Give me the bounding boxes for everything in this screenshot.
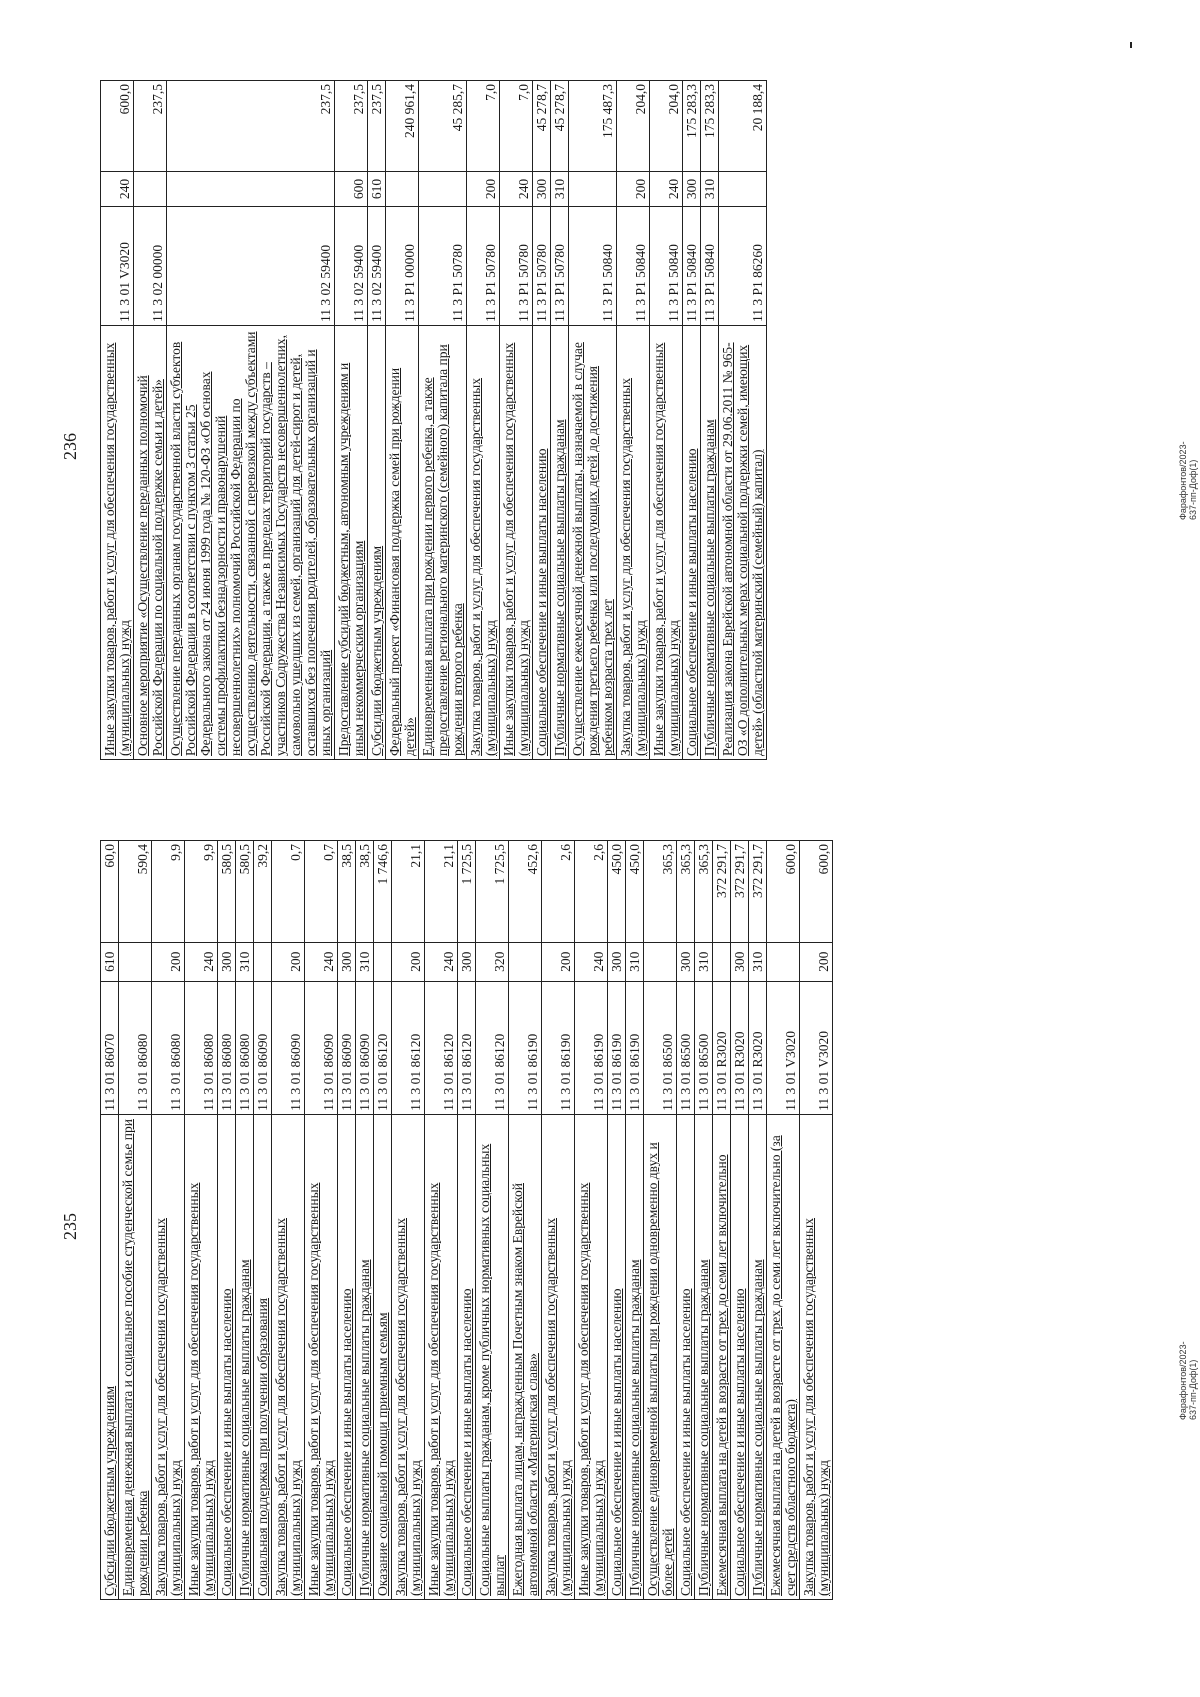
row-amount-cell: 452,6	[509, 841, 542, 943]
table-row	[731, 841, 749, 1600]
row-amount-cell: 365,3	[695, 841, 713, 943]
row-name-cell: Оказание социальной помощи приемным семьям	[374, 1114, 392, 1599]
page-236	[60, 80, 1100, 760]
row-type-cell: 240	[101, 172, 134, 207]
table-row	[683, 81, 701, 760]
table-row	[533, 81, 551, 760]
row-amount-cell: 240 961,4	[386, 81, 419, 172]
row-name-cell: Основное мероприятие «Осуществление переданных полномочий Российской Федерации по социальной поддержке семьи и детей»	[134, 326, 167, 760]
table-row	[101, 81, 134, 760]
table-row	[500, 81, 533, 760]
row-name-cell: Ежемесячная выплата на детей в возрасте от трех до семи лет включительно	[713, 1114, 731, 1599]
row-name-cell: Предоставление субсидий бюджетным, автономным учреждениям и иным некоммерческим организациям	[335, 326, 368, 760]
row-name-cell: Закупка товаров, работ и услуг для обеспечения государственных (муниципальных) нужд	[617, 326, 650, 760]
row-type-cell: 200	[542, 942, 575, 981]
row-amount-cell: 45 285,7	[419, 81, 467, 172]
row-name-cell: Публичные нормативные социальные выплаты гражданам	[701, 326, 719, 760]
document-footer: Фарафонтов/2023-637-пп-Доф(1)	[1178, 441, 1198, 520]
document-footer: Фарафонтов/2023-637-пп-Доф(1)	[1178, 1341, 1198, 1420]
row-code-cell: 11 3 01 R3020	[731, 981, 749, 1114]
row-name-cell: Иные закупки товаров, работ и услуг для обеспечения государственных (муниципальных) нужд	[500, 326, 533, 760]
row-amount-cell: 7,0	[500, 81, 533, 172]
row-amount-cell: 365,3	[644, 841, 677, 943]
row-name-cell: Осуществление ежемесячной денежной выплаты, назначаемой в случае рождения третьего ребенка или последующих детей до достижения ребенком возраста трех лет	[569, 326, 617, 760]
row-code-cell: 11 3 01 86500	[644, 981, 677, 1114]
row-amount-cell: 2,6	[542, 841, 575, 943]
row-name-cell: Иные закупки товаров, работ и услуг для обеспечения государственных (муниципальных) нужд	[425, 1114, 458, 1599]
row-name-cell: Закупка товаров, работ и услуг для обеспечения государственных (муниципальных) нужд	[800, 1114, 833, 1599]
row-type-cell: 300	[731, 942, 749, 981]
row-type-cell: 240	[305, 942, 338, 981]
row-code-cell: 11 3 01 86080	[218, 981, 236, 1114]
row-type-cell: 310	[356, 942, 374, 981]
row-amount-cell: 237,5	[335, 81, 368, 172]
table-row	[305, 841, 338, 1600]
table-row	[569, 81, 617, 760]
row-amount-cell: 9,9	[152, 841, 185, 943]
row-amount-cell: 38,5	[356, 841, 374, 943]
row-type-cell: 300	[608, 942, 626, 981]
row-code-cell: 11 3 01 R3020	[713, 981, 731, 1114]
row-type-cell: 200	[800, 942, 833, 981]
table-row	[419, 81, 467, 760]
table-row	[272, 841, 305, 1600]
page-235	[60, 840, 880, 1600]
row-name-cell: Единовременная денежная выплата и социальное пособие студенческой семье при рождении ребенка	[119, 1114, 152, 1599]
row-amount-cell: 45 278,7	[533, 81, 551, 172]
table-row	[617, 81, 650, 760]
row-code-cell: 11 3 01 86190	[608, 981, 626, 1114]
row-type-cell: 300	[683, 172, 701, 207]
row-type-cell: 240	[425, 942, 458, 981]
row-type-cell: 300	[677, 942, 695, 981]
row-type-cell: 300	[533, 172, 551, 207]
row-type-cell: 600	[335, 172, 368, 207]
row-type-cell: 610	[368, 172, 386, 207]
row-code-cell: 11 3 P1 00000	[386, 207, 419, 326]
row-type-cell	[386, 172, 419, 207]
row-amount-cell: 600,0	[800, 841, 833, 943]
table-row	[167, 81, 335, 760]
row-code-cell: 11 3 01 86190	[542, 981, 575, 1114]
row-code-cell: 11 3 01 86090	[356, 981, 374, 1114]
table-row	[551, 81, 569, 760]
row-code-cell: 11 3 01 86090	[254, 981, 272, 1114]
table-row	[425, 841, 458, 1600]
row-amount-cell: 600,0	[101, 81, 134, 172]
row-amount-cell: 7,0	[467, 81, 500, 172]
table-row	[767, 841, 800, 1600]
row-code-cell: 11 3 02 59400	[335, 207, 368, 326]
row-type-cell: 240	[650, 172, 683, 207]
row-type-cell	[509, 942, 542, 981]
table-row	[119, 841, 152, 1600]
row-name-cell: Субсидии бюджетным учреждениям	[101, 1114, 119, 1599]
table-row	[677, 841, 695, 1600]
row-code-cell: 11 3 01 86190	[509, 981, 542, 1114]
row-amount-cell: 372 291,7	[713, 841, 731, 943]
row-name-cell: Социальное обеспечение и иные выплаты населению	[683, 326, 701, 760]
row-type-cell: 310	[749, 942, 767, 981]
row-type-cell	[644, 942, 677, 981]
row-amount-cell: 39,2	[254, 841, 272, 943]
row-type-cell: 310	[695, 942, 713, 981]
row-name-cell: Ежемесячная выплата на детей в возрасте от трех до семи лет включительно (за счет средств областного бюджета)	[767, 1114, 800, 1599]
row-amount-cell: 450,0	[626, 841, 644, 943]
table-row	[338, 841, 356, 1600]
row-type-cell: 200	[152, 942, 185, 981]
row-name-cell: Субсидии бюджетным учреждениям	[368, 326, 386, 760]
row-type-cell: 310	[551, 172, 569, 207]
row-name-cell: Иные закупки товаров, работ и услуг для обеспечения государственных (муниципальных) нужд	[575, 1114, 608, 1599]
row-type-cell: 240	[500, 172, 533, 207]
row-type-cell: 240	[575, 942, 608, 981]
row-amount-cell: 60,0	[101, 841, 119, 943]
row-code-cell: 11 3 01 86120	[374, 981, 392, 1114]
row-code-cell: 11 3 01 86500	[695, 981, 713, 1114]
row-code-cell: 11 3 01 86080	[152, 981, 185, 1114]
row-code-cell: 11 3 P1 50840	[701, 207, 719, 326]
row-code-cell: 11 3 02 59400	[167, 207, 335, 326]
row-name-cell: Социальные выплаты гражданам, кроме публичных нормативных социальных выплат	[476, 1114, 509, 1599]
table-row	[374, 841, 392, 1600]
row-code-cell: 11 3 01 86080	[119, 981, 152, 1114]
table-row	[800, 841, 833, 1600]
row-type-cell: 300	[458, 942, 476, 981]
row-name-cell: Закупка товаров, работ и услуг для обеспечения государственных (муниципальных) нужд	[542, 1114, 575, 1599]
row-name-cell: Единовременная выплата при рождении первого ребенка, а также предоставление регионального материнского (семейного) капитала при рождении второго ребенка	[419, 326, 467, 760]
row-name-cell: Публичные нормативные социальные выплаты гражданам	[626, 1114, 644, 1599]
row-type-cell	[713, 942, 731, 981]
row-code-cell: 11 3 01 86500	[677, 981, 695, 1114]
row-code-cell: 11 3 P1 50780	[467, 207, 500, 326]
table-row	[101, 841, 119, 1600]
table-row	[644, 841, 677, 1600]
table-row	[458, 841, 476, 1600]
table-row	[575, 841, 608, 1600]
row-type-cell	[167, 172, 335, 207]
row-name-cell: Ежегодная выплата лицам, награжденным Почетным знаком Еврейской автономной области «Материнская слава»	[509, 1114, 542, 1599]
row-code-cell: 11 3 01 V3020	[800, 981, 833, 1114]
row-amount-cell: 20 188,4	[719, 81, 767, 172]
row-code-cell: 11 3 01 86090	[272, 981, 305, 1114]
row-amount-cell: 204,0	[617, 81, 650, 172]
row-type-cell	[719, 172, 767, 207]
table-row	[626, 841, 644, 1600]
row-name-cell: Иные закупки товаров, работ и услуг для обеспечения государственных (муниципальных) нужд	[650, 326, 683, 760]
table-row	[650, 81, 683, 760]
row-code-cell: 11 3 01 V3020	[767, 981, 800, 1114]
row-amount-cell: 9,9	[185, 841, 218, 943]
row-type-cell: 610	[101, 942, 119, 981]
row-type-cell: 200	[617, 172, 650, 207]
table-row	[236, 841, 254, 1600]
row-code-cell: 11 3 P1 50840	[683, 207, 701, 326]
row-type-cell	[134, 172, 167, 207]
row-code-cell: 11 3 01 86090	[305, 981, 338, 1114]
row-amount-cell: 372 291,7	[731, 841, 749, 943]
row-name-cell: Социальное обеспечение и иные выплаты населению	[458, 1114, 476, 1599]
row-code-cell: 11 3 01 86070	[101, 981, 119, 1114]
row-name-cell: Закупка товаров, работ и услуг для обеспечения государственных (муниципальных) нужд	[392, 1114, 425, 1599]
row-amount-cell: 590,4	[119, 841, 152, 943]
table-row	[749, 841, 767, 1600]
row-name-cell: Социальное обеспечение и иные выплаты населению	[533, 326, 551, 760]
table-row	[134, 81, 167, 760]
row-amount-cell: 2,6	[575, 841, 608, 943]
table-row	[476, 841, 509, 1600]
row-code-cell: 11 3 02 00000	[134, 207, 167, 326]
row-code-cell: 11 3 01 86190	[626, 981, 644, 1114]
row-type-cell	[767, 942, 800, 981]
row-amount-cell: 237,5	[368, 81, 386, 172]
row-name-cell: Иные закупки товаров, работ и услуг для обеспечения государственных (муниципальных) нужд	[185, 1114, 218, 1599]
row-type-cell: 200	[272, 942, 305, 981]
row-amount-cell: 372 291,7	[749, 841, 767, 943]
row-type-cell: 310	[701, 172, 719, 207]
row-code-cell: 11 3 P1 50840	[650, 207, 683, 326]
row-name-cell: Социальная поддержка при получении образования	[254, 1114, 272, 1599]
table-row	[356, 841, 374, 1600]
row-code-cell: 11 3 P1 50780	[419, 207, 467, 326]
page-number: 235	[60, 1213, 80, 1240]
row-name-cell: Публичные нормативные социальные выплаты гражданам	[356, 1114, 374, 1599]
table-row	[719, 81, 767, 760]
row-code-cell: 11 3 01 86120	[392, 981, 425, 1114]
table-row	[608, 841, 626, 1600]
row-name-cell: Осуществление единовременной выплаты при рождении одновременно двух и более детей	[644, 1114, 677, 1599]
row-code-cell: 11 3 02 59400	[368, 207, 386, 326]
row-amount-cell: 580,5	[236, 841, 254, 943]
row-amount-cell: 237,5	[167, 81, 335, 172]
row-name-cell: Федеральный проект «Финансовая поддержка семей при рождении детей»	[386, 326, 419, 760]
row-code-cell: 11 3 01 86090	[338, 981, 356, 1114]
table-row	[218, 841, 236, 1600]
row-name-cell: Социальное обеспечение и иные выплаты населению	[608, 1114, 626, 1599]
table-row	[542, 841, 575, 1600]
row-type-cell	[254, 942, 272, 981]
row-type-cell: 200	[467, 172, 500, 207]
row-amount-cell: 600,0	[767, 841, 800, 943]
row-name-cell: Реализация закона Еврейской автономной области от 29.06.2011 № 965-ОЗ «О дополнительных мерах социальной поддержки семей, имеющих детей» (областной материнский (семейный) капитал)	[719, 326, 767, 760]
row-type-cell	[419, 172, 467, 207]
table-row	[386, 81, 419, 760]
table-row	[467, 81, 500, 760]
table-row	[254, 841, 272, 1600]
row-type-cell: 300	[218, 942, 236, 981]
row-name-cell: Публичные нормативные социальные выплаты гражданам	[551, 326, 569, 760]
row-amount-cell: 175 283,3	[683, 81, 701, 172]
row-name-cell: Социальное обеспечение и иные выплаты населению	[677, 1114, 695, 1599]
row-name-cell: Публичные нормативные социальные выплаты гражданам	[236, 1114, 254, 1599]
row-name-cell: Закупка товаров, работ и услуг для обеспечения государственных (муниципальных) нужд	[152, 1114, 185, 1599]
row-type-cell: 240	[185, 942, 218, 981]
row-amount-cell: 175 487,3	[569, 81, 617, 172]
row-code-cell: 11 3 P1 86260	[719, 207, 767, 326]
row-type-cell: 320	[476, 942, 509, 981]
row-amount-cell: 0,7	[305, 841, 338, 943]
row-name-cell: Закупка товаров, работ и услуг для обеспечения государственных (муниципальных) нужд	[467, 326, 500, 760]
table-row	[509, 841, 542, 1600]
row-code-cell: 11 3 01 86080	[185, 981, 218, 1114]
scan-mark	[1130, 42, 1132, 48]
row-type-cell: 310	[236, 942, 254, 981]
row-name-cell: Публичные нормативные социальные выплаты гражданам	[695, 1114, 713, 1599]
row-code-cell: 11 3 01 V3020	[101, 207, 134, 326]
table-row	[152, 841, 185, 1600]
row-code-cell: 11 3 P1 50780	[533, 207, 551, 326]
table-row	[368, 81, 386, 760]
row-type-cell	[119, 942, 152, 981]
row-name-cell: Иные закупки товаров, работ и услуг для обеспечения государственных (муниципальных) нужд	[101, 326, 134, 760]
row-type-cell	[374, 942, 392, 981]
row-code-cell: 11 3 P1 50840	[569, 207, 617, 326]
row-name-cell: Закупка товаров, работ и услуг для обеспечения государственных (муниципальных) нужд	[272, 1114, 305, 1599]
table-row	[713, 841, 731, 1600]
row-amount-cell: 1 746,6	[374, 841, 392, 943]
row-amount-cell: 237,5	[134, 81, 167, 172]
budget-table	[100, 80, 767, 760]
row-amount-cell: 45 278,7	[551, 81, 569, 172]
row-type-cell: 300	[338, 942, 356, 981]
row-amount-cell: 175 283,3	[701, 81, 719, 172]
row-type-cell	[569, 172, 617, 207]
row-name-cell: Социальное обеспечение и иные выплаты населению	[338, 1114, 356, 1599]
table-row	[335, 81, 368, 760]
row-code-cell: 11 3 01 86080	[236, 981, 254, 1114]
row-type-cell: 310	[626, 942, 644, 981]
row-name-cell: Осуществление переданных органам государственной власти субъектов Российской Федерации в соответствии с пунктом 3 статьи 25 Федерального закона от 24 июня 1999 года № 120-ФЗ «Об основах системы профилактики безнадзорности и правонарушений несовершеннолетних» полномочий Российской Федерации по осуществлению деятельности, связанной с перевозкой между субъектами Российской Федерации, а также в пределах территорий государств – участников Содружества Независимых Государств несовершеннолетних, самовольно ушедших из семей, организаций для детей-сирот и детей, оставшихся без попечения родителей, образовательных организаций и иных организаций	[167, 326, 335, 760]
table-row	[695, 841, 713, 1600]
row-code-cell: 11 3 01 86120	[458, 981, 476, 1114]
row-amount-cell: 0,7	[272, 841, 305, 943]
row-amount-cell: 450,0	[608, 841, 626, 943]
row-amount-cell: 21,1	[392, 841, 425, 943]
row-code-cell: 11 3 01 R3020	[749, 981, 767, 1114]
table-row	[185, 841, 218, 1600]
row-amount-cell: 1 725,5	[476, 841, 509, 943]
row-name-cell: Социальное обеспечение и иные выплаты населению	[218, 1114, 236, 1599]
row-amount-cell: 580,5	[218, 841, 236, 943]
row-amount-cell: 365,3	[677, 841, 695, 943]
row-code-cell: 11 3 01 86120	[476, 981, 509, 1114]
row-amount-cell: 38,5	[338, 841, 356, 943]
row-name-cell: Социальное обеспечение и иные выплаты населению	[731, 1114, 749, 1599]
table-row	[392, 841, 425, 1600]
row-code-cell: 11 3 P1 50840	[617, 207, 650, 326]
row-amount-cell: 21,1	[425, 841, 458, 943]
row-code-cell: 11 3 P1 50780	[551, 207, 569, 326]
row-name-cell: Иные закупки товаров, работ и услуг для обеспечения государственных (муниципальных) нужд	[305, 1114, 338, 1599]
row-amount-cell: 1 725,5	[458, 841, 476, 943]
row-type-cell: 200	[392, 942, 425, 981]
row-code-cell: 11 3 01 86120	[425, 981, 458, 1114]
row-amount-cell: 204,0	[650, 81, 683, 172]
page-number: 236	[60, 433, 80, 460]
table-row	[701, 81, 719, 760]
row-code-cell: 11 3 01 86190	[575, 981, 608, 1114]
row-name-cell: Публичные нормативные социальные выплаты гражданам	[749, 1114, 767, 1599]
budget-table	[100, 840, 833, 1600]
row-code-cell: 11 3 P1 50780	[500, 207, 533, 326]
